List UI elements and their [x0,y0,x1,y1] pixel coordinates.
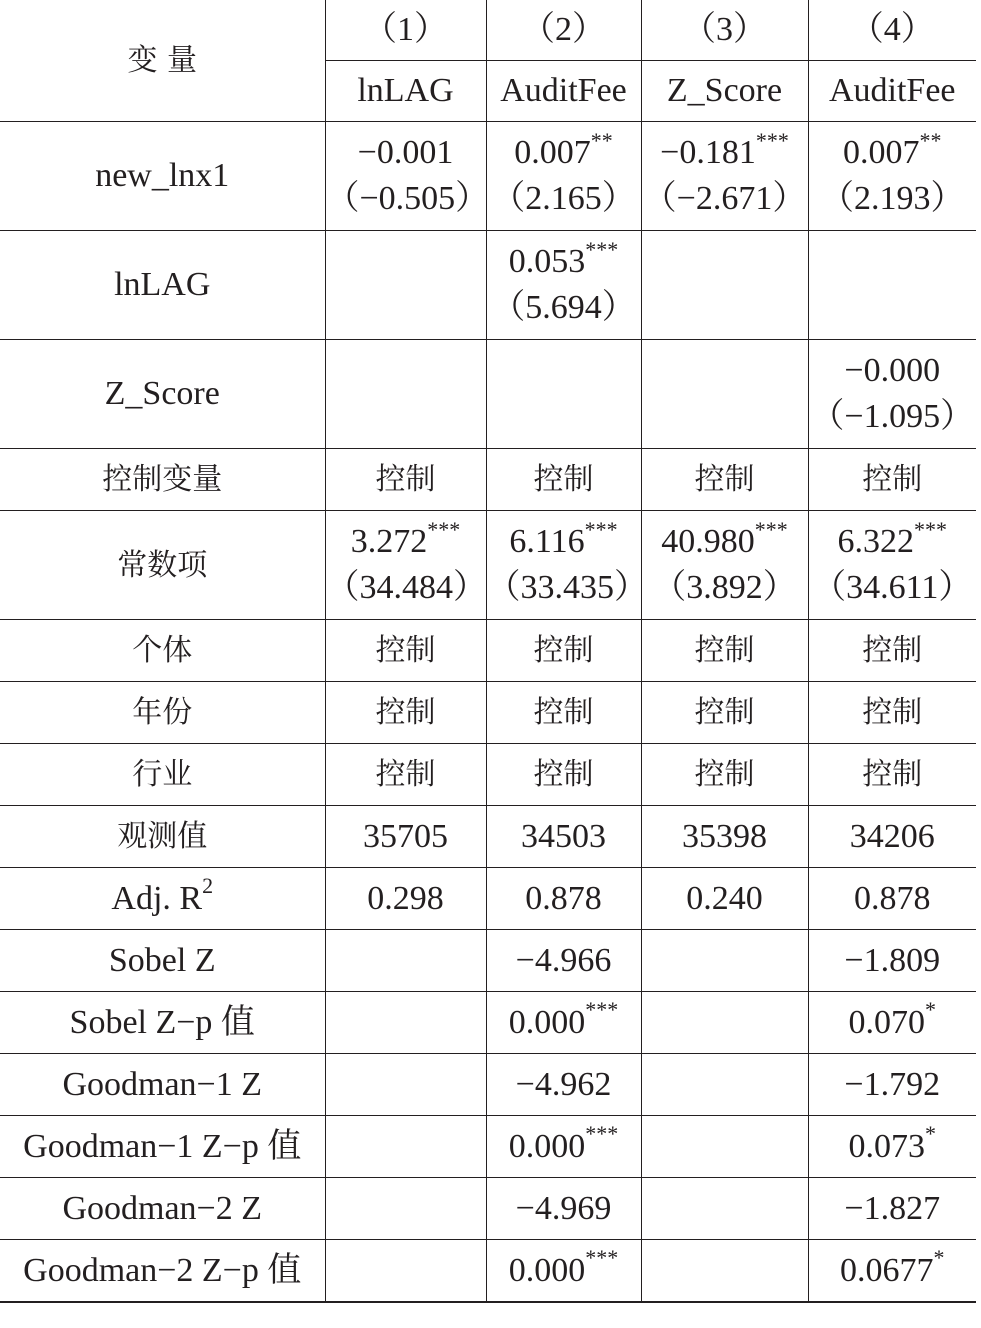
row-label [0,620,325,682]
cell [641,449,808,511]
cell [486,231,641,340]
row-goodman1-z [0,1054,976,1116]
cell: −1.809 [808,930,976,992]
t-stat: （33.435） [486,569,648,606]
coef: 40.980 [661,523,755,560]
row-controls [0,449,976,511]
empty-cell [325,1240,486,1303]
row-label-text: Adj. R [111,879,203,917]
t-stat: （−0.505） [325,180,490,217]
cell [486,449,641,511]
header-row-numbers [0,0,976,61]
row-year [0,682,976,744]
cell-text: 控制 [694,633,755,668]
row-label [0,868,325,930]
cell [808,1240,976,1303]
value: 0.000 [508,1251,586,1289]
cell: 0.240 [641,868,808,930]
cell: −4.962 [486,1054,641,1116]
t-stat: （5.694） [491,289,636,326]
cell [486,511,648,620]
cell-text: 控制 [375,462,436,497]
cell [486,1240,641,1303]
cell [808,511,976,620]
t-stat: （2.193） [820,180,965,217]
coef: 0.007 [514,134,591,171]
value: 0.0677 [840,1251,934,1289]
row-label: Goodman−1 Z−p 值 [0,1116,325,1178]
value: 0.070 [848,1003,925,1041]
row-label [0,806,325,868]
row-label-text: 年份 [132,695,193,730]
cell [486,744,641,806]
cell [325,682,486,744]
stars: *** [585,997,619,1023]
row-z-score [0,340,976,449]
cell [325,744,486,806]
stars: * [933,1245,945,1271]
row-constant [0,511,976,620]
cell-text: 控制 [694,757,755,792]
stars: ** [590,127,613,153]
empty-cell [325,992,486,1054]
stars: *** [754,516,788,542]
cell: −1.792 [808,1054,976,1116]
cell: 35705 [325,806,486,868]
cell [486,620,641,682]
col-num-3: （3） [641,0,808,61]
row-label: Goodman−2 Z−p 值 [0,1240,325,1303]
col-num-1: （1） [325,0,486,61]
cell [486,122,641,231]
row-lnlag [0,231,976,340]
value: 0.073 [848,1127,925,1165]
row-label: new_lnx1 [0,122,325,231]
cell [325,122,490,231]
stars: *** [585,236,619,262]
empty-cell [325,1116,486,1178]
empty-cell [641,340,808,449]
row-new-lnx1 [0,122,976,231]
cell: 34206 [808,806,976,868]
cell [641,744,808,806]
empty-cell [325,1054,486,1116]
cell: 0.878 [808,868,976,930]
row-label-text: 观测值 [117,819,208,854]
cell-text: 控制 [375,757,436,792]
cell [641,122,808,231]
stars: ** [919,127,942,153]
stars: * [925,997,936,1023]
cell-text: 控制 [862,462,923,497]
row-label: Z_Score [0,340,325,449]
row-label [0,511,325,620]
row-label [0,682,325,744]
empty-cell [641,1240,808,1303]
cell [486,992,641,1054]
cell [808,340,976,449]
variable-header-label: 变 量 [127,43,198,78]
row-sobel-p [0,992,976,1054]
col-name-1: lnLAG [325,61,486,122]
row-industry [0,744,976,806]
coef: −0.181 [660,134,756,171]
cell-text: 控制 [694,462,755,497]
col-name-2: AuditFee [486,61,641,122]
cell: 0.298 [325,868,486,930]
cell-text: 控制 [533,462,594,497]
row-adj-r2 [0,868,976,930]
cell-text: 控制 [533,757,594,792]
row-label-text: 控制变量 [102,462,223,497]
row-label-text: 个体 [132,633,193,668]
row-label: Sobel Z−p 值 [0,992,325,1054]
empty-cell [486,340,641,449]
row-label: Sobel Z [0,930,325,992]
cell-text: 控制 [533,633,594,668]
cell [641,682,808,744]
empty-cell [325,1178,486,1240]
row-sobel-z [0,930,976,992]
empty-cell [808,231,976,340]
stars: *** [427,516,461,542]
t-stat: （34.611） [812,569,973,606]
cell [486,682,641,744]
coef: 6.322 [837,523,914,560]
header-variable-cell [0,0,325,122]
row-label [0,744,325,806]
cell [808,620,976,682]
row-label-text: 行业 [132,757,193,792]
stars: * [925,1121,936,1147]
t-stat: （−1.095） [810,398,975,435]
empty-cell [641,1116,808,1178]
cell: 35398 [641,806,808,868]
coef: 6.116 [509,523,585,560]
col-name-3: Z_Score [641,61,808,122]
cell-text: 控制 [375,633,436,668]
empty-cell [641,1054,808,1116]
cell-text: 控制 [375,695,436,730]
coef: −0.001 [357,134,454,171]
cell [325,449,486,511]
cell-text: 控制 [533,695,594,730]
row-label: Goodman−2 Z [0,1178,325,1240]
row-label: lnLAG [0,231,325,340]
value: 0.000 [508,1003,586,1041]
cell: 0.878 [486,868,641,930]
cell [808,682,976,744]
stars: *** [914,516,947,542]
cell [641,511,808,620]
cell: −4.966 [486,930,641,992]
cell: −4.969 [486,1178,641,1240]
empty-cell [325,930,486,992]
col-name-4: AuditFee [808,61,976,122]
empty-cell [325,340,486,449]
t-stat: （34.484） [325,569,487,606]
row-label [0,449,325,511]
cell [486,1116,641,1178]
row-label: Goodman−1 Z [0,1054,325,1116]
cell [808,992,976,1054]
cell: 34503 [486,806,641,868]
t-stat: （2.165） [491,180,636,217]
empty-cell [641,992,808,1054]
value: 0.000 [508,1127,586,1165]
empty-cell [641,1178,808,1240]
row-observations [0,806,976,868]
cell-text: 控制 [694,695,755,730]
cell [325,511,486,620]
row-label-text: 常数项 [117,547,208,583]
t-stat: （−2.671） [642,180,807,217]
cell: −1.827 [808,1178,976,1240]
cell [808,744,976,806]
cell [325,620,486,682]
cell [808,449,976,511]
empty-cell [325,231,486,340]
empty-cell [641,930,808,992]
row-goodman2-z [0,1178,976,1240]
row-goodman1-p [0,1116,976,1178]
cell-text: 控制 [862,757,923,792]
col-num-2: （2） [486,0,641,61]
empty-cell [641,231,808,340]
coef: 3.272 [350,523,428,560]
cell [641,620,808,682]
cell-text: 控制 [862,633,923,668]
stars: *** [585,1245,619,1271]
stars: *** [584,516,618,542]
coef: 0.053 [508,243,586,280]
t-stat: （3.892） [652,569,797,606]
coef: 0.007 [843,134,920,171]
cell [808,1116,976,1178]
row-goodman2-p [0,1240,976,1303]
stars: *** [585,1121,619,1147]
stars: *** [755,127,789,153]
cell [808,122,976,231]
row-individual [0,620,976,682]
col-num-4: （4） [808,0,976,61]
cell-text: 控制 [862,695,923,730]
coef: −0.000 [844,352,941,389]
superscript: 2 [202,873,214,899]
